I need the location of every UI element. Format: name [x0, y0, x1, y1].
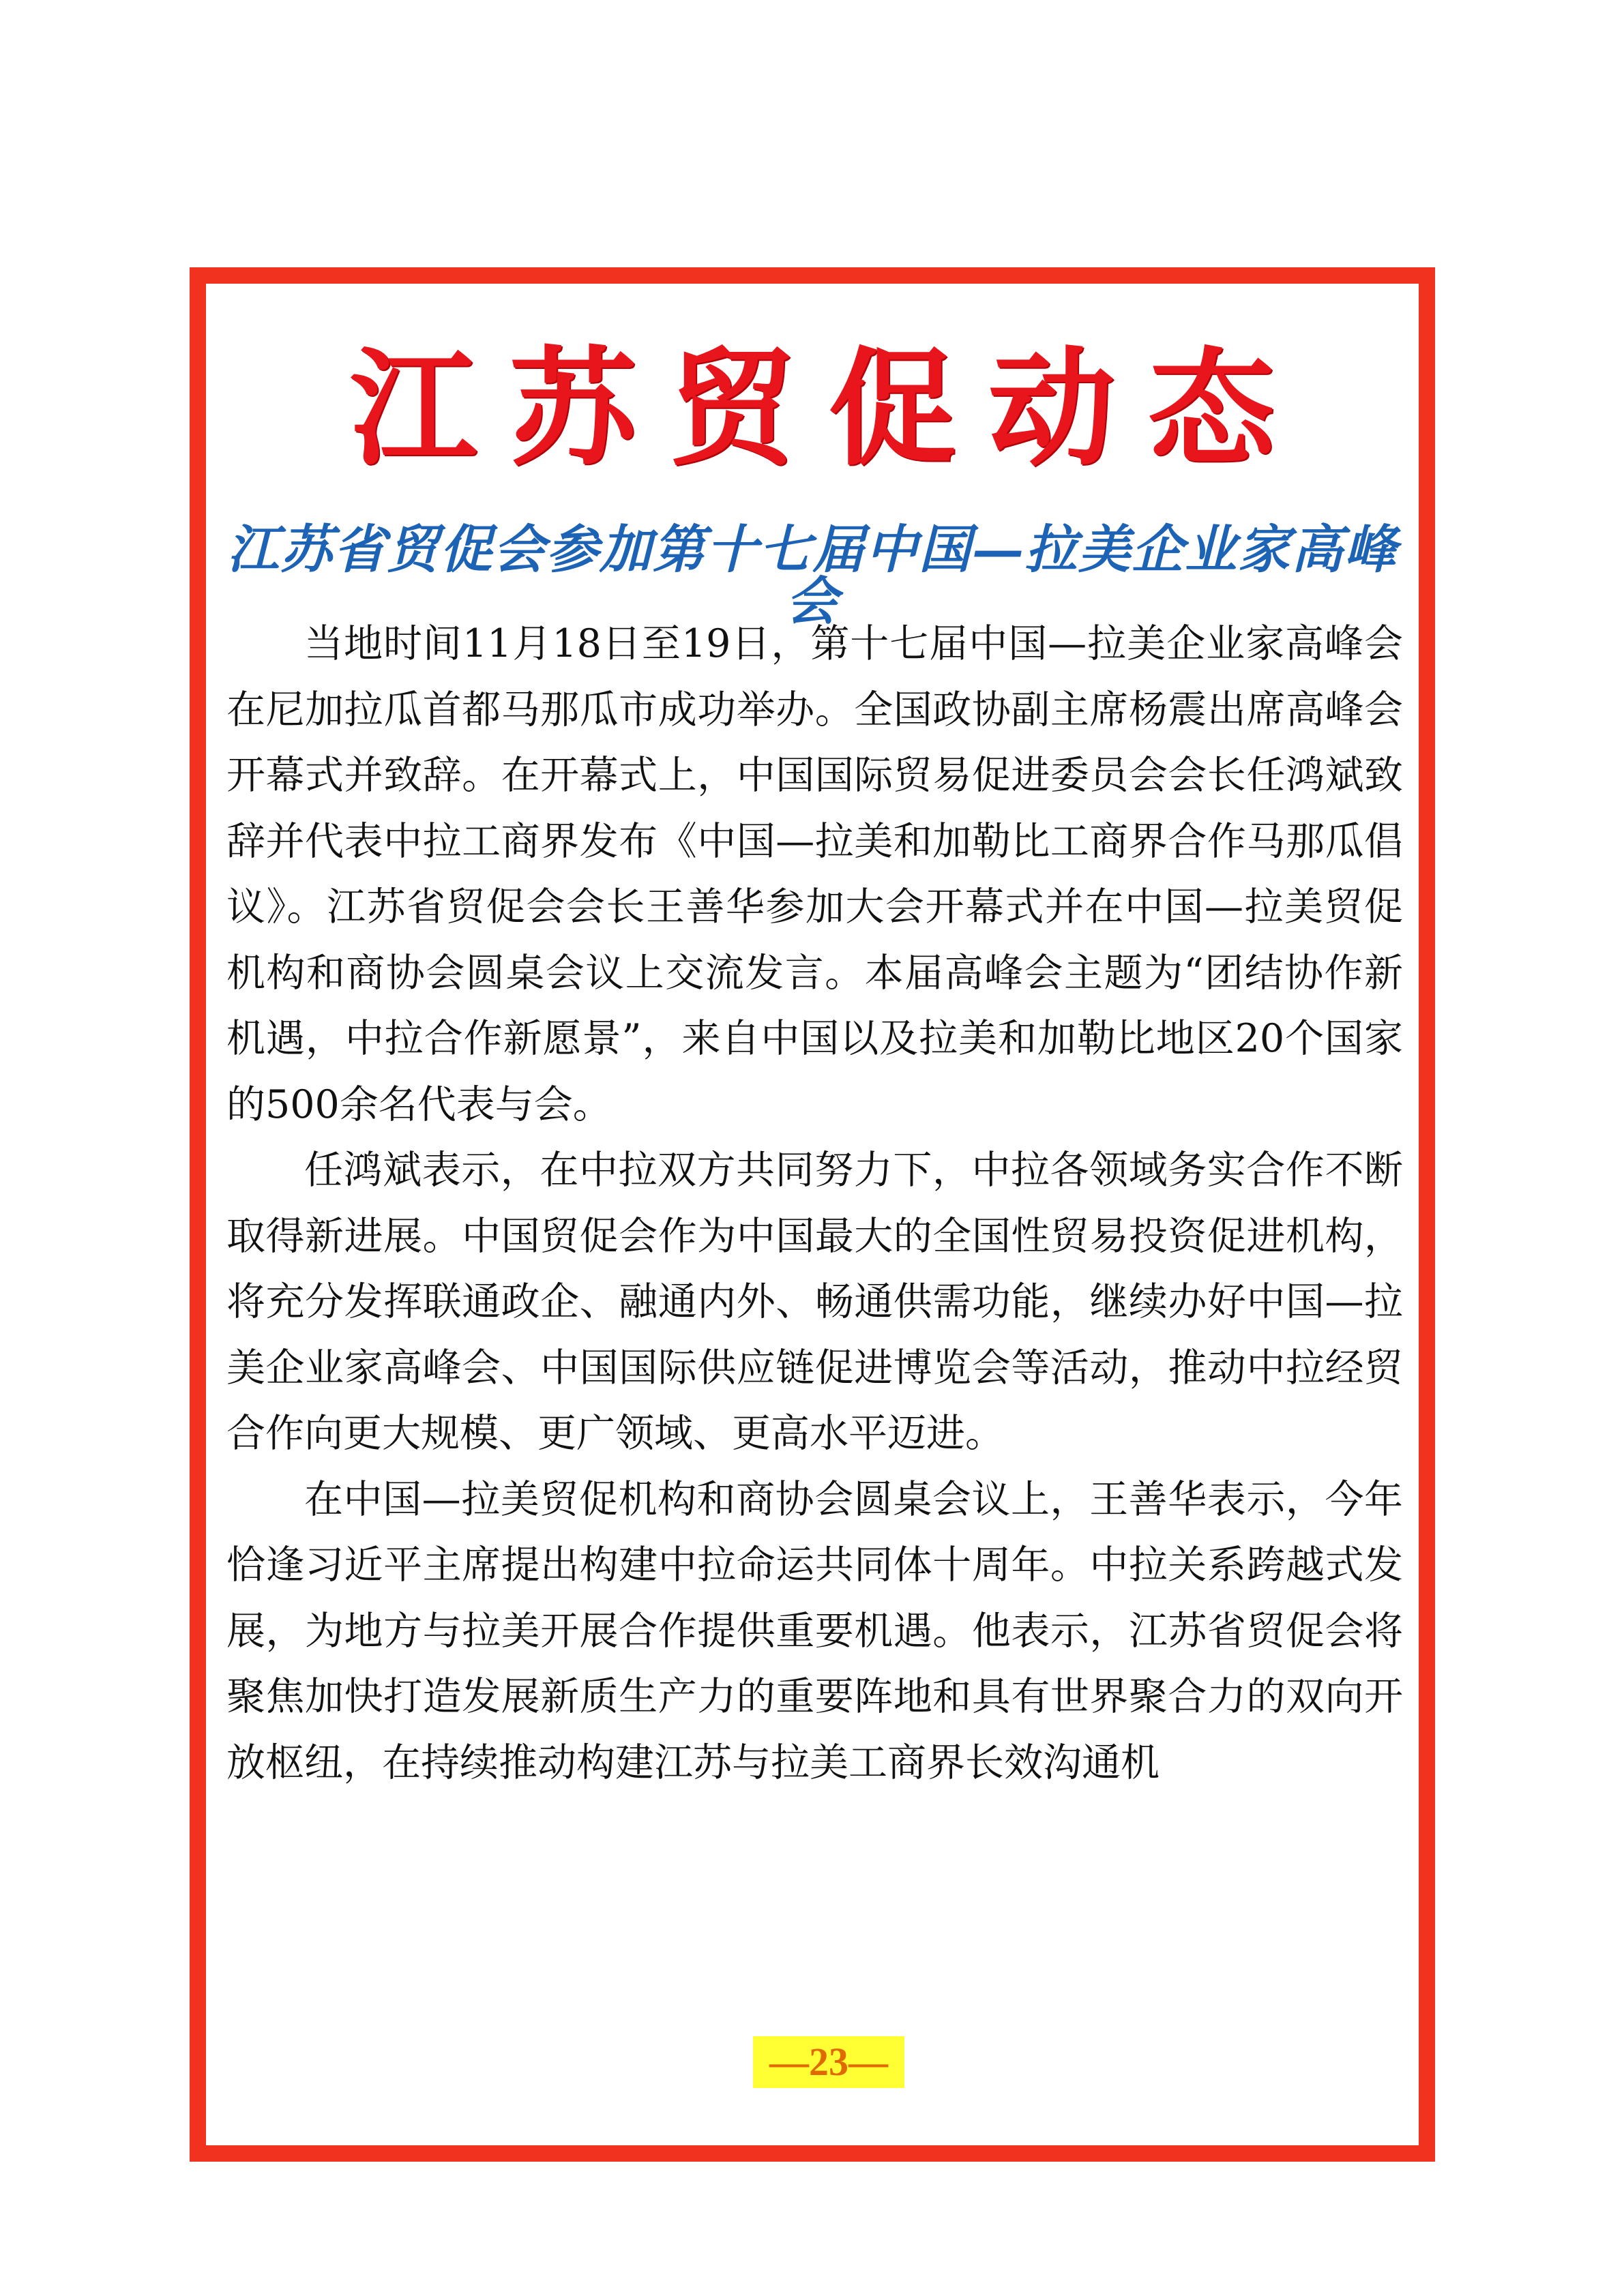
- article-headline: 江苏省贸促会参加第十七届中国—拉美企业家高峰会: [227, 519, 1398, 631]
- page-border: [190, 267, 1435, 2162]
- masthead-title: 江苏贸促动态: [349, 333, 1308, 483]
- article-paragraph-3: 在中国—拉美贸促机构和商协会圆桌会议上，王善华表示，今年恰逢习近平主席提出构建中拉命运共同体十周年。中拉关系跨越式发展，为地方与拉美开展合作提供重要机遇。他表示，江苏省贸促会将聚焦加快打造发展新质生产力的重要阵地和具有世界聚合力的双向开放枢纽，在持续推动构建江苏与拉美工商界长效沟通机: [226, 1476, 1403, 1785]
- article-paragraph-1: 当地时间11月18日至19日，第十七届中国—拉美企业家高峰会在尼加拉瓜首都马那瓜市成功举办。全国政协副主席杨震出席高峰会开幕式并致辞。在开幕式上，中国国际贸易促进委员会会长任鸿斌致辞并代表中拉工商界发布《中国—拉美和加勒比工商界合作马那瓜倡议》。江苏省贸促会会长王善华参加大会开幕式并在中国—拉美贸促机构和商协会圆桌会议上交流发言。本届高峰会主题为“团结协作新机遇，中拉合作新愿景”，来自中国以及拉美和加勒比地区20个国家的500余名代表与会。: [226, 621, 1403, 1127]
- article-paragraph-2: 任鸿斌表示，在中拉双方共同努力下，中拉各领域务实合作不断取得新进展。中国贸促会作为中国最大的全国性贸易投资促进机构，将充分发挥联通政企、融通内外、畅通供需功能，继续办好中国—拉美企业家高峰会、中国国际供应链促进博览会等活动，推动中拉经贸合作向更大规模、更广领域、更高水平迈进。: [226, 1148, 1403, 1456]
- page-number: —23—: [753, 2036, 904, 2088]
- article-body: [226, 611, 1403, 1795]
